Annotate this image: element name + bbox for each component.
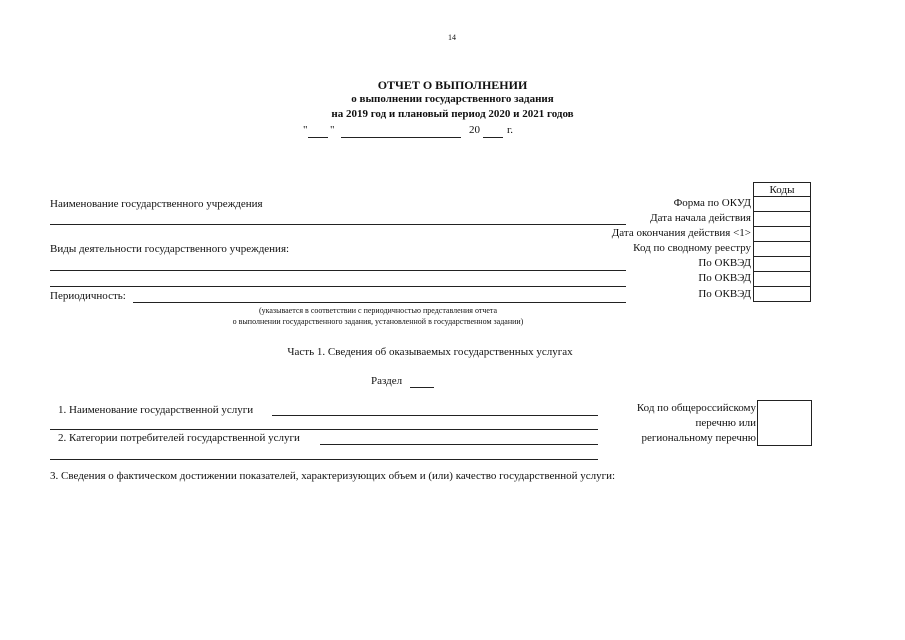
- date-open-quote: ": [303, 124, 308, 136]
- date-day-blank[interactable]: [308, 137, 328, 138]
- section-label: Раздел: [371, 375, 403, 387]
- code-list-box[interactable]: [757, 400, 812, 446]
- part1-heading: Часть 1. Сведения об оказываемых государственных услугах: [287, 346, 573, 358]
- date-close-quote: ": [330, 124, 335, 136]
- code-list-label-1: Код по общероссийскому: [636, 402, 756, 414]
- periodicity-label: Периодичность:: [50, 290, 126, 302]
- indicators-heading: 3. Сведения о фактическом достижении показателей, характеризующих объем и (или) качество государственной услуги:: [50, 470, 616, 482]
- report-period: на 2019 год и плановый период 2020 и 2021 годов: [331, 108, 574, 120]
- institution-name-label: Наименование государственного учреждения: [50, 198, 263, 210]
- label-okved-3: По ОКВЭД: [698, 288, 751, 300]
- date-suffix: г.: [507, 124, 514, 136]
- periodicity-note-2: о выполнении государственного задания, установленной в государственном задании): [232, 317, 524, 326]
- institution-name-line[interactable]: [50, 224, 626, 225]
- code-cell-okud[interactable]: [754, 197, 811, 212]
- codes-header: Коды: [754, 183, 811, 197]
- code-cell-registry[interactable]: [754, 242, 811, 257]
- label-okved-1: По ОКВЭД: [698, 257, 751, 269]
- code-list-label-2: перечню или: [695, 417, 756, 429]
- report-subtitle: о выполнении государственного задания: [351, 93, 554, 105]
- page-number: 14: [448, 33, 456, 42]
- code-cell-okved-1[interactable]: [754, 257, 811, 272]
- service-name-label: 1. Наименование государственной услуги: [58, 404, 254, 416]
- report-title: ОТЧЕТ О ВЫПОЛНЕНИИ: [377, 78, 528, 92]
- service-name-line-1[interactable]: [272, 415, 598, 416]
- code-cell-end-date[interactable]: [754, 227, 811, 242]
- date-month-blank[interactable]: [341, 137, 461, 138]
- date-year-blank[interactable]: [483, 137, 503, 138]
- label-okud: Форма по ОКУД: [673, 197, 751, 209]
- code-cell-okved-3[interactable]: [754, 287, 811, 302]
- activity-types-label: Виды деятельности государственного учреждения:: [50, 243, 290, 255]
- code-cell-okved-2[interactable]: [754, 272, 811, 287]
- label-start-date: Дата начала действия: [650, 212, 751, 224]
- label-end-date: Дата окончания действия <1>: [611, 227, 751, 239]
- consumer-categories-label: 2. Категории потребителей государственной услуги: [58, 432, 300, 444]
- activity-types-line-1[interactable]: [50, 270, 626, 271]
- date-year-prefix: 20: [469, 124, 480, 136]
- service-name-line-2[interactable]: [50, 429, 598, 430]
- code-list-label-3: региональному перечню: [641, 432, 756, 444]
- consumer-categories-line-1[interactable]: [320, 444, 598, 445]
- section-number-blank[interactable]: [410, 387, 434, 388]
- periodicity-note-1: (указывается в соответствии с периодичностью представления отчета: [258, 306, 498, 315]
- label-okved-2: По ОКВЭД: [698, 272, 751, 284]
- activity-types-line-2[interactable]: [50, 286, 626, 287]
- code-cell-start-date[interactable]: [754, 212, 811, 227]
- label-registry: Код по сводному реестру: [633, 242, 751, 254]
- codes-table: [753, 182, 811, 302]
- consumer-categories-line-2[interactable]: [50, 459, 598, 460]
- periodicity-line[interactable]: [133, 302, 626, 303]
